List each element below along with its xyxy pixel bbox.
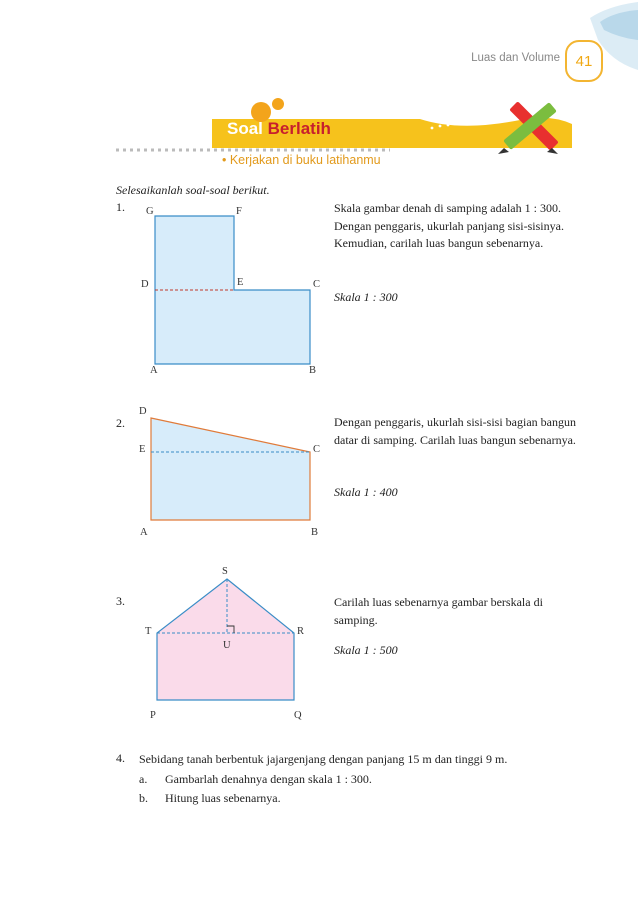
label-Q: Q [294,710,302,721]
label-A: A [150,365,158,376]
problem-4b-label: b. [139,791,148,805]
problem-4a-label: a. [139,772,148,786]
section-instruction: • Kerjakan di buku latihanmu [222,153,381,167]
label-G: G [146,206,154,217]
problem-3-number: 3. [116,594,125,608]
label-B: B [309,365,317,376]
label-T: T [145,626,152,637]
label-U: U [223,640,231,651]
label-A: A [140,527,148,538]
label-B: B [311,527,319,538]
label-C: C [313,444,321,455]
label-F: F [236,206,242,217]
problem-1-scale: Skala 1 : 300 [334,290,398,304]
problem-2-scale: Skala 1 : 400 [334,485,398,499]
problem-1-text: Skala gambar denah di samping adalah 1 : 300. Dengan penggaris, ukurlah panjang sisi-sisinya. Kemudian, carilah luas bangun sebenarnya. [334,201,564,250]
intro-text: Selesaikanlah soal-soal berikut. [116,183,270,197]
problem-1-number: 1. [116,200,125,214]
label-R: R [297,626,305,637]
label-P: P [150,710,156,721]
problem-2-number: 2. [116,416,125,430]
problem-3-text: Carilah luas sebenarnya gambar berskala di samping. [334,595,543,627]
page-number: 41 [565,40,603,82]
problem-4-number: 4. [116,751,125,765]
problem-4-text: Sebidang tanah berbentuk jajargenjang dengan panjang 15 m dan tinggi 9 m. [139,752,508,766]
chapter-title: Luas dan Volume [471,52,560,64]
label-E: E [139,444,146,455]
problem-3-scale: Skala 1 : 500 [334,643,398,657]
section-title-part1: Soal [227,119,263,138]
section-title-part2: Berlatih [267,119,331,138]
label-S: S [222,566,228,577]
label-D: D [139,406,147,417]
label-E: E [237,277,244,288]
problem-4a-text: Gambarlah denahnya dengan skala 1 : 300. [165,772,372,786]
label-C: C [313,279,321,290]
problem-4b-text: Hitung luas sebenarnya. [165,791,281,805]
label-D: D [141,279,149,290]
problem-2-text: Dengan penggaris, ukurlah sisi-sisi bagian bangun datar di samping. Carilah luas bangun sebenarnya. [334,415,576,447]
